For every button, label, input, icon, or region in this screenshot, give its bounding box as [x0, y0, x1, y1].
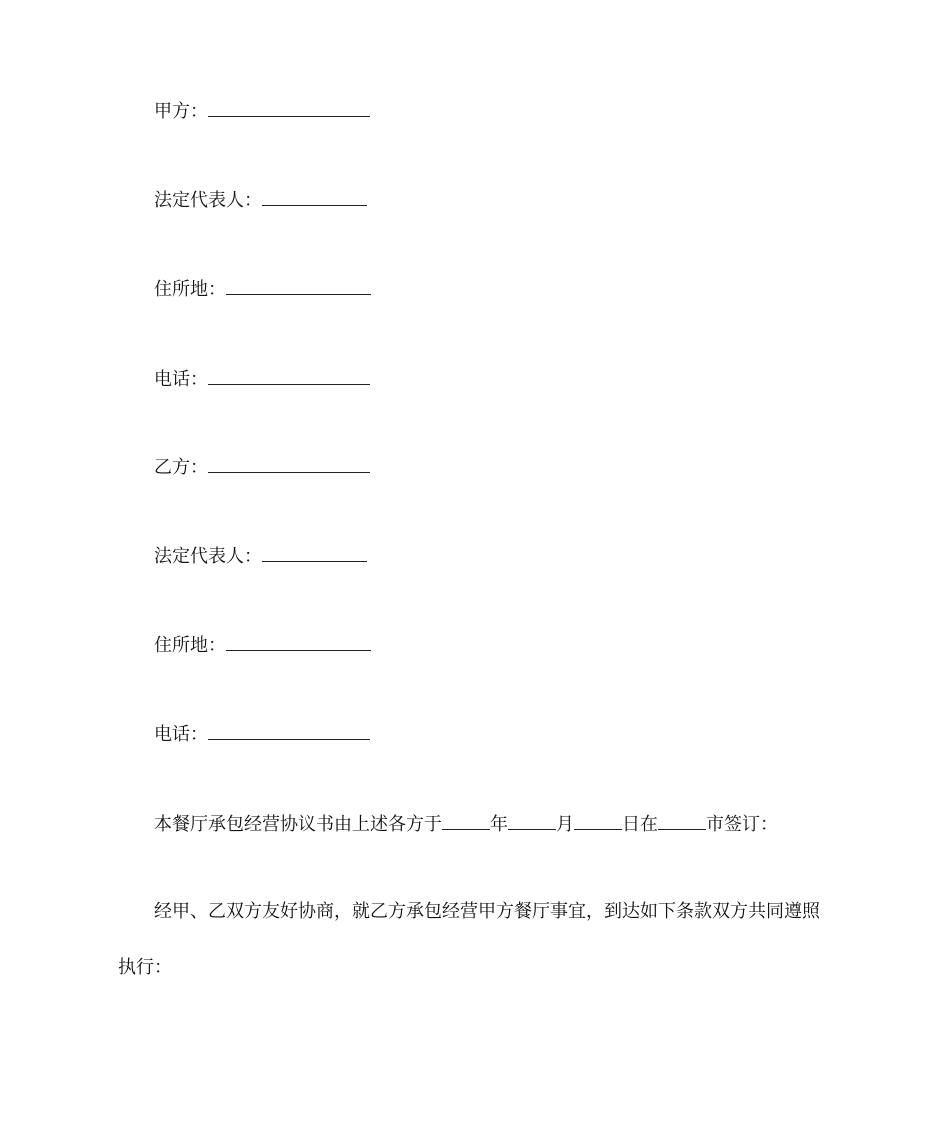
party-b-phone-label: 电话：: [154, 724, 208, 745]
party-a-name-label: 甲方：: [154, 101, 208, 122]
party-b-phone-field: [154, 721, 370, 745]
signing-month-label: 月: [556, 814, 574, 835]
signing-city-blank[interactable]: [658, 811, 706, 830]
party-a-rep-blank[interactable]: [262, 187, 367, 206]
signing-sentence: [154, 811, 778, 835]
party-b-name-label: 乙方：: [154, 457, 208, 478]
signing-city-label: 市签订：: [706, 814, 778, 835]
party-a-address-label: 住所地：: [154, 279, 226, 300]
party-a-phone-blank[interactable]: [208, 366, 370, 385]
party-a-rep-label: 法定代表人：: [154, 190, 262, 211]
intro-paragraph-line-1: 经甲、乙双方友好协商，就乙方承包经营甲方餐厅事宜，到达如下条款双方共同遵照: [154, 901, 820, 922]
signing-month-blank[interactable]: [508, 811, 556, 830]
signing-text-part1: 本餐厅承包经营协议书由上述各方于: [154, 814, 442, 835]
party-b-address-label: 住所地：: [154, 635, 226, 656]
party-b-address-field: [154, 632, 371, 656]
signing-day-blank[interactable]: [574, 811, 622, 830]
signing-year-blank[interactable]: [442, 811, 490, 830]
party-b-rep-blank[interactable]: [262, 543, 367, 562]
party-a-rep-field: [154, 187, 367, 211]
party-a-name-blank[interactable]: [208, 98, 370, 117]
intro-paragraph-line-2: 执行：: [118, 957, 172, 978]
signing-year-label: 年: [490, 814, 508, 835]
party-b-rep-label: 法定代表人：: [154, 546, 262, 567]
party-a-address-field: [154, 276, 371, 300]
party-b-address-blank[interactable]: [226, 632, 371, 651]
signing-day-label: 日在: [622, 814, 658, 835]
party-a-name-field: [154, 98, 370, 122]
party-a-address-blank[interactable]: [226, 276, 371, 295]
party-b-rep-field: [154, 543, 367, 567]
party-b-name-blank[interactable]: [208, 454, 370, 473]
party-a-phone-field: [154, 366, 370, 390]
party-a-phone-label: 电话：: [154, 369, 208, 390]
party-b-name-field: [154, 454, 370, 478]
party-b-phone-blank[interactable]: [208, 721, 370, 740]
